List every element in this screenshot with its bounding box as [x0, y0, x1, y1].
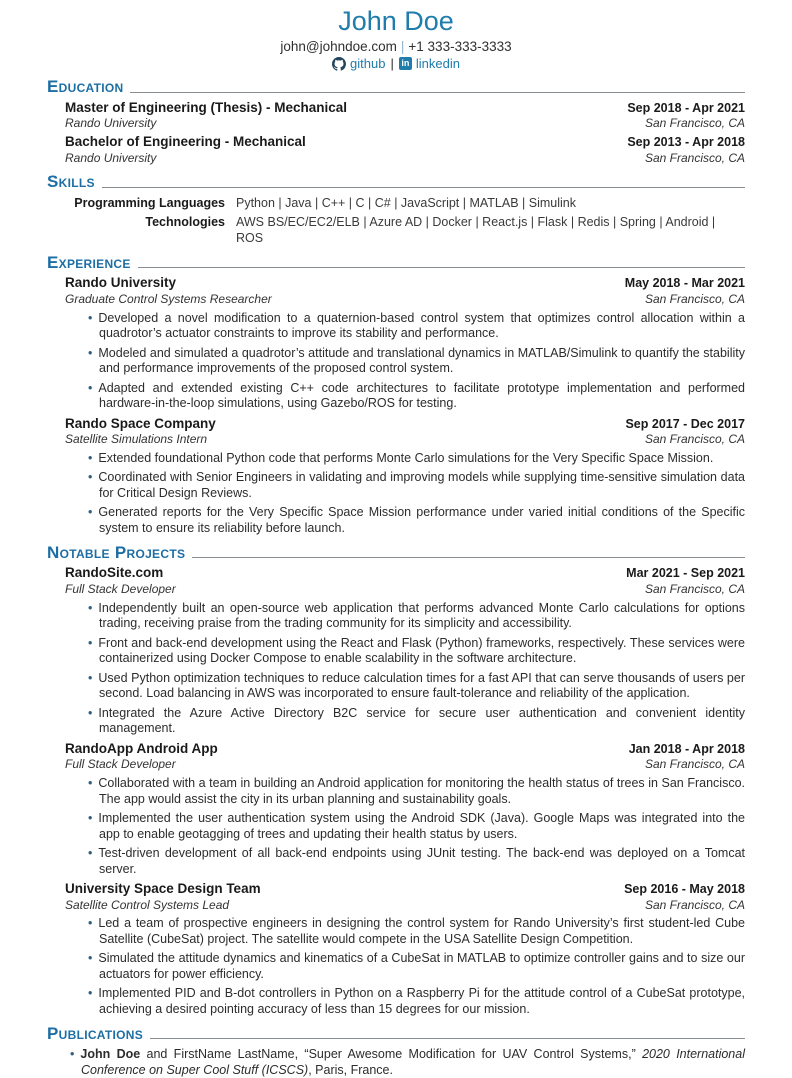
bullet-list: [65, 776, 745, 878]
bullet-item: • Implemented the user authentication system using the Android SDK (Java). Google Maps was integrated into the app to enable geotagging of trees and updating their health status by users.: [88, 811, 745, 843]
bullet-item: • Implemented PID and B-dot controllers in Python on a Raspberry Pi for the attitude control of a CubeSat prototype, achieving a desired pointing accuracy of less than 15 degrees for our mission.: [88, 986, 745, 1018]
date-range: Sep 2016 - May 2018: [624, 881, 745, 896]
bullet-list: [65, 916, 745, 1018]
header: [47, 6, 745, 71]
github-icon: [332, 57, 346, 71]
publication-authors: John Doe: [80, 1046, 141, 1061]
degree-title: Bachelor of Engineering - Mechanical: [65, 134, 306, 150]
bullet-item: • Front and back-end development using the React and Flask (Python) frameworks, respectively. These services were containerized using Docker Compose to enable scalability in the software architecture.: [88, 636, 745, 668]
section-header: [47, 253, 745, 273]
project-name: RandoSite.com: [65, 565, 164, 581]
bullet-item: • Extended foundational Python code that performs Monte Carlo simulations for the Very Specific Space Mission.: [88, 451, 745, 467]
date-range: Sep 2017 - Dec 2017: [625, 416, 745, 431]
section-rule: [102, 187, 745, 188]
section-education: [47, 77, 745, 166]
skills-list: AWS BS/EC/EC2/ELB | Azure AD | Docker | React.js | Flask | Redis | Spring | Android | ROS: [236, 215, 716, 246]
bullet-list: [65, 601, 745, 738]
degree-title: Master of Engineering (Thesis) - Mechanical: [65, 99, 348, 115]
location: San Francisco, CA: [644, 292, 745, 307]
bullet-list: [65, 311, 745, 413]
email: john@johndoe.com: [280, 39, 397, 55]
github-label: github: [350, 56, 386, 72]
location: San Francisco, CA: [644, 582, 745, 597]
location: San Francisco, CA: [644, 897, 745, 912]
publication-item: [70, 1047, 745, 1078]
section-publications: [47, 1024, 745, 1078]
skills-list: Python | Java | C++ | C | C# | JavaScript | MATLAB | Simulink: [236, 195, 576, 210]
education-entry: [65, 100, 745, 132]
company-name: Rando University: [65, 275, 177, 291]
school-name: Rando University: [65, 151, 157, 166]
section-title: Notable Projects: [47, 542, 186, 562]
role-title: Satellite Simulations Intern: [65, 432, 208, 447]
education-entry: [65, 134, 745, 166]
bullet-item: • Used Python optimization techniques to reduce calculation times for a fast API that can serve thousands of users per second. Load balancing in AWS was incorporated to ensure fault-tolerance and reliability of the application.: [88, 671, 745, 703]
project-entry: [65, 565, 745, 737]
role-title: Full Stack Developer: [65, 582, 176, 597]
bullet-item: • Modeled and simulated a quadrotor’s attitude and translational dynamics in MATLAB/Simulink to quantify the stability and performance improvements of the proposed control system.: [88, 346, 745, 378]
role-title: Full Stack Developer: [65, 757, 176, 772]
location: San Francisco, CA: [644, 757, 745, 772]
section-projects: [47, 543, 745, 1018]
date-range: Sep 2018 - Apr 2021: [627, 100, 745, 115]
publication-tail: , Paris, France.: [308, 1062, 393, 1077]
bullet-item: • Developed a novel modification to a quaternion-based control system that optimizes control allocation within a quadrotor’s actuator constraints to improve its stability and performance.: [88, 311, 745, 343]
bullet-item: • Generated reports for the Very Specific Space Mission performance under varied initial conditions of the Specific system to ensure its reliability before launch.: [88, 505, 745, 537]
bullet-list: [65, 451, 745, 537]
bullet-item: • Independently built an open-source web application that performs advanced Monte Carlo calculations for options trading, receiving praise from the trading community for its simplicity and accessibility.: [88, 601, 745, 633]
location: San Francisco, CA: [644, 151, 745, 166]
experience-entry: [65, 416, 745, 537]
skills-row: [65, 195, 745, 211]
project-name: RandoApp Android App: [65, 740, 218, 756]
company-name: Rando Space Company: [65, 415, 216, 431]
section-header: [47, 1024, 745, 1044]
date-range: Mar 2021 - Sep 2021: [626, 566, 745, 581]
school-name: Rando University: [65, 116, 157, 131]
bullet-item: • Led a team of prospective engineers in designing the control system for Rando University’s first student-led Cube Satellite (CubeSat) project. The satellite would compete in the USA Satellite Design Competition.: [88, 916, 745, 948]
location: San Francisco, CA: [644, 432, 745, 447]
location: San Francisco, CA: [644, 116, 745, 131]
phone: +1 333-333-3333: [408, 39, 512, 55]
section-header: [47, 172, 745, 192]
contact-line: [47, 39, 745, 54]
linkedin-label: linkedin: [415, 56, 460, 72]
bullet-item: • Integrated the Azure Active Directory B2C service for secure user authentication and convenient identity management.: [88, 706, 745, 738]
bullet-item: • Collaborated with a team in building an Android application for monitoring the health status of trees in San Francisco. The app would assist the city in its urban planning and sustainability goals.: [88, 776, 745, 808]
section-title: Education: [47, 77, 124, 97]
skills-category-label: Programming Languages: [74, 195, 225, 210]
section-title: Skills: [47, 172, 95, 192]
bullet-item: • Simulated the attitude dynamics and kinematics of a CubeSat in MATLAB to optimize controller gains and to size our actuators for power efficiency.: [88, 951, 745, 983]
section-skills: [47, 172, 745, 246]
section-rule: [130, 92, 745, 93]
experience-entry: [65, 275, 745, 412]
project-entry: [65, 741, 745, 878]
section-experience: [47, 253, 745, 537]
linkedin-icon: in: [399, 57, 412, 70]
date-range: May 2018 - Mar 2021: [624, 276, 745, 291]
date-range: Jan 2018 - Apr 2018: [628, 741, 745, 756]
linkedin-link[interactable]: [399, 56, 460, 71]
section-header: [47, 543, 745, 563]
bullet-item: • Test-driven development of all back-end endpoints using JUnit testing. The back-end was deployed on a Tomcat server.: [88, 846, 745, 878]
project-entry: [65, 881, 745, 1018]
bullet-list: [47, 1047, 745, 1078]
role-title: Satellite Control Systems Lead: [65, 897, 230, 912]
person-name: John Doe: [338, 6, 454, 36]
date-range: Sep 2013 - Apr 2018: [627, 135, 745, 150]
contact-separator: |: [400, 39, 405, 55]
section-rule: [150, 1038, 745, 1039]
section-rule: [138, 267, 745, 268]
section-title: Experience: [47, 252, 131, 272]
project-name: University Space Design Team: [65, 880, 261, 896]
social-links: [47, 56, 745, 71]
skills-row: [65, 214, 745, 247]
bullet-item: • Coordinated with Senior Engineers in validating and improving models while supplying time-sensitive simulation data for Critical Design Reviews.: [88, 470, 745, 502]
github-link[interactable]: [332, 56, 385, 71]
publication-venue: 2020 International Conference on Super Cool Stuff (ICSCS): [81, 1046, 745, 1077]
section-header: [47, 77, 745, 97]
skills-category-label: Technologies: [145, 215, 225, 230]
role-title: Graduate Control Systems Researcher: [65, 292, 272, 307]
section-rule: [192, 557, 745, 558]
section-title: Publications: [47, 1023, 144, 1043]
links-separator: |: [390, 56, 394, 72]
publication-text: and FirstName LastName, “Super Awesome Modification for UAV Control Systems,”: [140, 1046, 643, 1061]
bullet-item: • Adapted and extended existing C++ code architectures to facilitate prototype implementation and performed hardware-in-the-loop simulations, using Gazebo/ROS for testing.: [88, 381, 745, 413]
